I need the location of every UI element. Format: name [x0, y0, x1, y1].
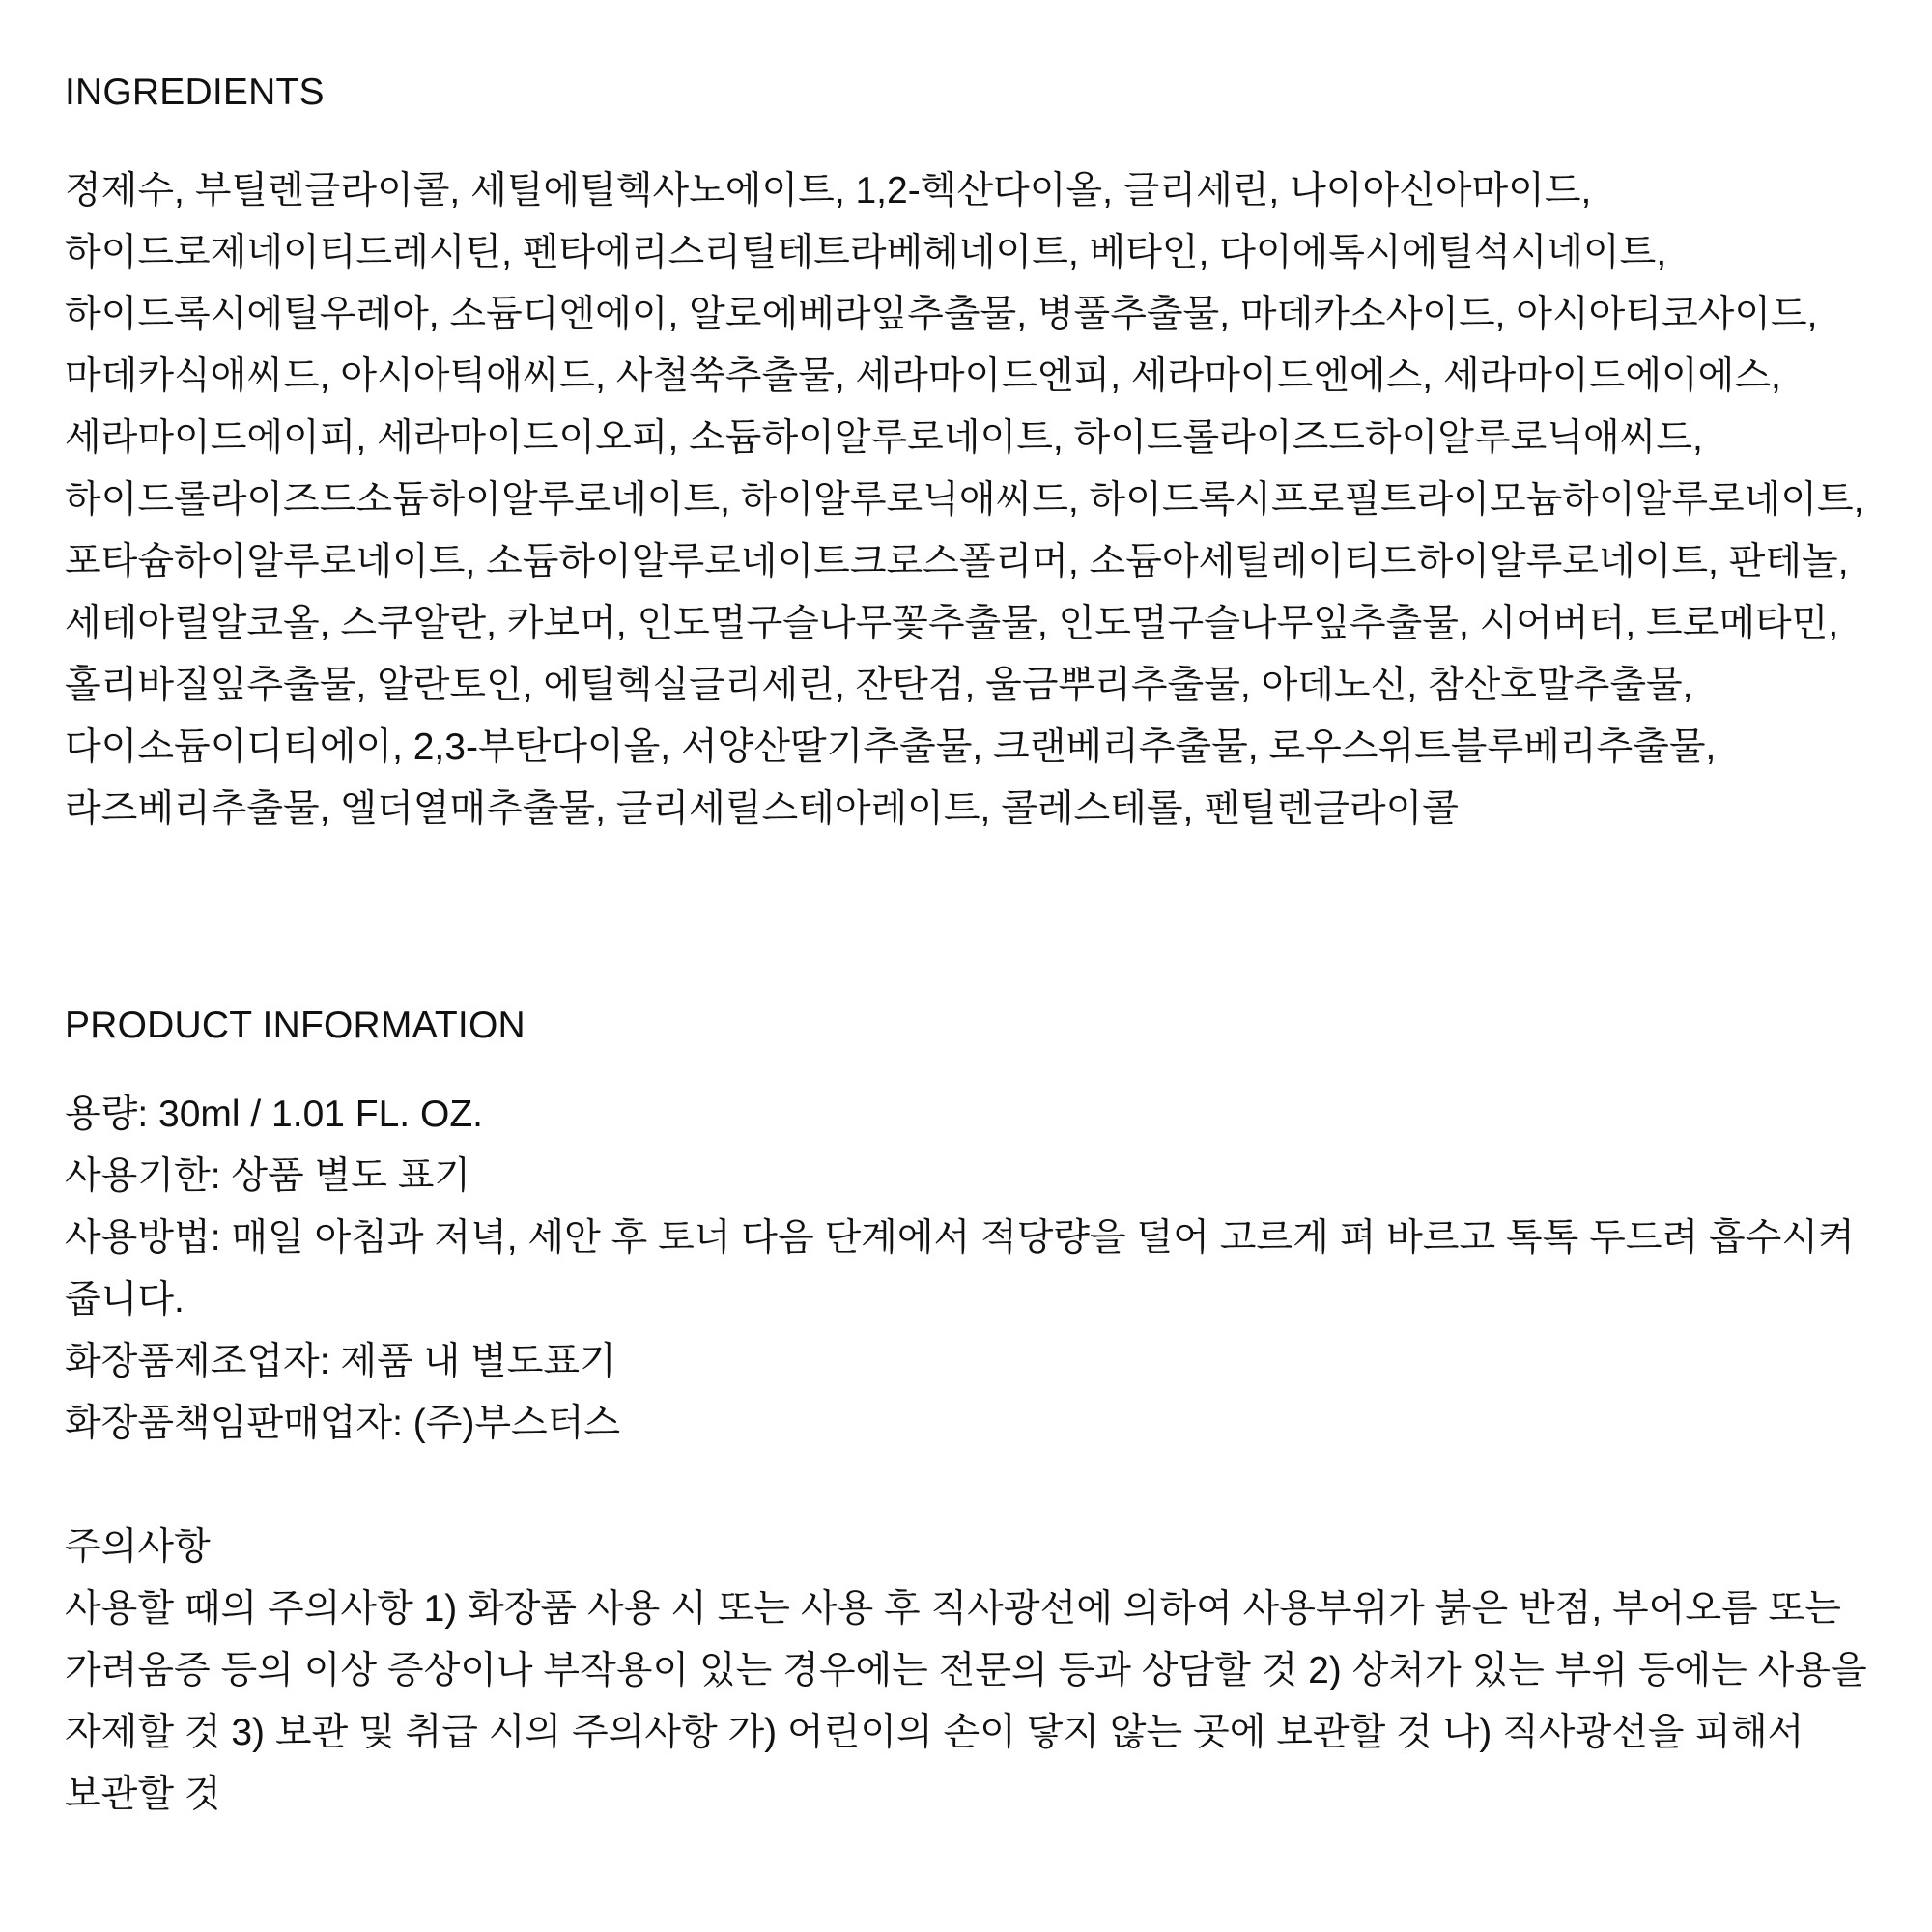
product-info-line: 용량: 30ml / 1.01 FL. OZ.	[65, 1094, 483, 1135]
caution-title: 주의사항	[65, 1526, 211, 1568]
ingredient-line: 포타슘하이알루로네이트, 소듐하이알루로네이트크로스폴리머, 소듐아세틸레이티드하이알루로네이트, 판테놀,	[65, 541, 1849, 582]
ingredient-line: 라즈베리추출물, 엘더열매추출물, 글리세릴스테아레이트, 콜레스테롤, 펜틸렌글라이콜	[65, 788, 1459, 830]
product-info-line: 화장품책임판매업자: (주)부스터스	[65, 1403, 621, 1444]
ingredient-line: 홀리바질잎추출물, 알란토인, 에틸헥실글리세린, 잔탄검, 울금뿌리추출물, 아데노신, 참산호말추출물,	[65, 665, 1693, 706]
ingredient-line: 마데카식애씨드, 아시아틱애씨드, 사철쑥추출물, 세라마이드엔피, 세라마이드엔에스, 세라마이드에이에스,	[65, 355, 1781, 397]
ingredient-line: 하이드록시에틸우레아, 소듐디엔에이, 알로에베라잎추출물, 병풀추출물, 마데카소사이드, 아시아티코사이드,	[65, 294, 1818, 335]
product-info-line: 사용방법: 매일 아침과 저녁, 세안 후 토너 다음 단계에서 적당량을 덜어 고르게 펴 바르고 톡톡 두드려 흡수시켜	[65, 1217, 1855, 1259]
caution-line: 자제할 것 3) 보관 및 취급 시의 주의사항 가) 어린이의 손이 닿지 않는 곳에 보관할 것 나) 직사광선을 피해서	[65, 1712, 1804, 1753]
ingredient-line: 하이드롤라이즈드소듐하이알루로네이트, 하이알루로닉애씨드, 하이드록시프로필트라이모늄하이알루로네이트,	[65, 479, 1864, 521]
ingredient-line: 하이드로제네이티드레시틴, 펜타에리스리틸테트라베헤네이트, 베타인, 다이에톡시에틸석시네이트,	[65, 232, 1667, 273]
product-info-line: 사용기한: 상품 별도 표기	[65, 1155, 471, 1197]
product-info-line: 화장품제조업자: 제품 내 별도표기	[65, 1341, 616, 1382]
ingredient-line: 정제수, 부틸렌글라이콜, 세틸에틸헥사노에이트, 1,2-헥산다이올, 글리세린, 나이아신아마이드,	[65, 170, 1592, 212]
ingredient-line: 다이소듐이디티에이, 2,3-부탄다이올, 서양산딸기추출물, 크랜베리추출물, 로우스위트블루베리추출물,	[65, 726, 1717, 768]
product-info-line: 줍니다.	[65, 1279, 185, 1321]
product-information-title: PRODUCT INFORMATION	[65, 1005, 526, 1047]
caution-line: 가려움증 등의 이상 증상이나 부작용이 있는 경우에는 전문의 등과 상담할 것 2) 상처가 있는 부위 등에는 사용을	[65, 1650, 1867, 1691]
caution-line: 보관할 것	[65, 1774, 221, 1815]
ingredient-line: 세테아릴알코올, 스쿠알란, 카보머, 인도멀구슬나무꽃추출물, 인도멀구슬나무잎추출물, 시어버터, 트로메타민,	[65, 603, 1839, 644]
ingredient-line: 세라마이드에이피, 세라마이드이오피, 소듐하이알루로네이트, 하이드롤라이즈드하이알루로닉애씨드,	[65, 417, 1703, 459]
ingredients-title: INGREDIENTS	[65, 71, 325, 114]
caution-line: 사용할 때의 주의사항 1) 화장품 사용 시 또는 사용 후 직사광선에 의하여 사용부위가 붉은 반점, 부어오름 또는	[65, 1588, 1841, 1630]
